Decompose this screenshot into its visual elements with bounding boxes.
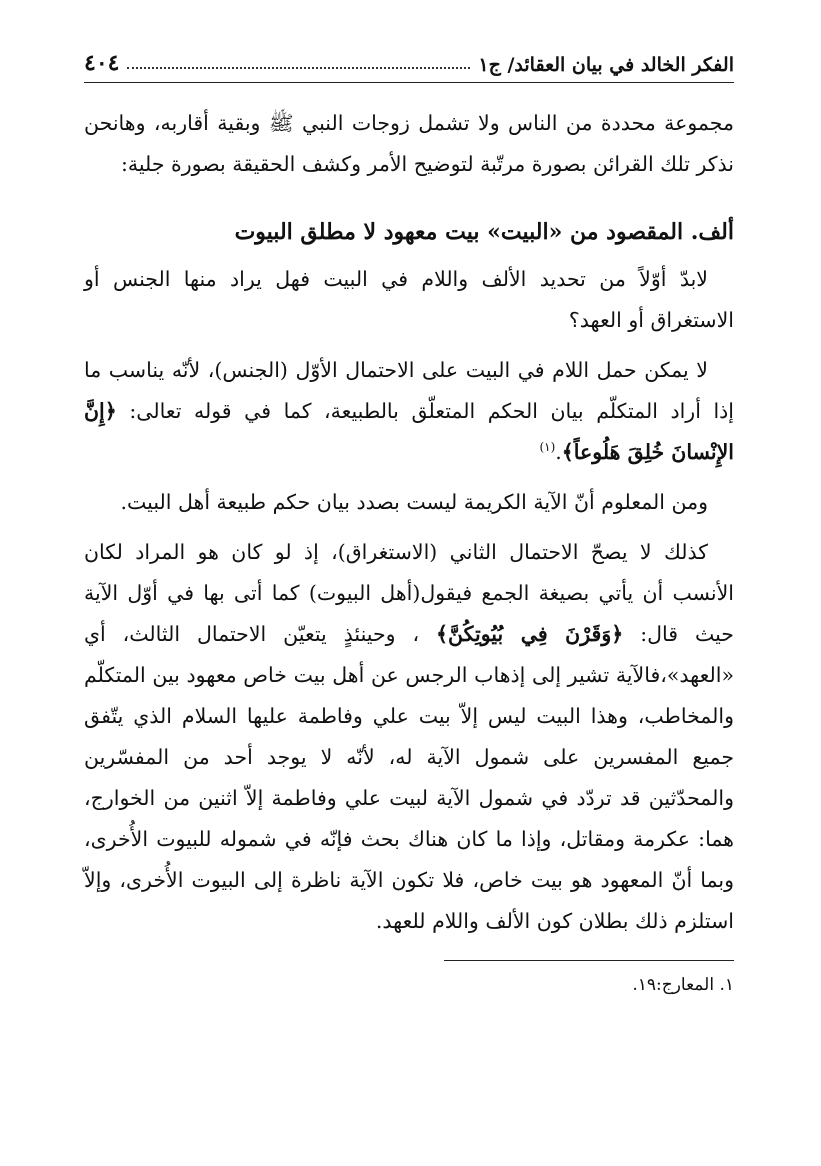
paragraph-5-text: كذلك لا يصحّ الاحتمال الثاني (الاستغراق)، إذ لو كان هو المراد لكان الأنسب أن يأتي بصيغة الجمع فيقول(أهل البيوت) كما أتى بها في أوّل الآية حيث قال: [84, 540, 734, 646]
header-title: الفكر الخالد في بيان العقائد/ ج١ [478, 54, 734, 76]
paragraph-3 [84, 350, 734, 473]
footnote-rule [444, 960, 734, 961]
footnote-ref: (١) [539, 440, 556, 455]
header-dot-leader [127, 67, 470, 69]
paragraph-5-rest: ، وحينئذٍ يتعيّن الاحتمال الثالث، أي «العهد»،فالآية تشير إلى إذهاب الرجس عن أهل بيت خاص معهود بين المتكلّم والمخاطب، وهذا البيت ليس إلاّ بيت علي وفاطمة عليها السلام الذي يتّفق جميع المفسرين على شمول الآية له، لأنّه لا يوجد أحد من المفسّرين والمحدّثين قد تردّد في شمول الآية لبيت علي وفاطمة إلاّ اثنين من الخوارج، هما: عكرمة ومقاتل، وإذا ما كان هناك بحث فإنّه في شموله للبيوت الأُخرى، وبما أنّ المعهود هو بيت خاص، فلا تكون الآية ناظرة إلى البيوت الأُخرى، وإلاّ استلزم ذلك بطلان كون الألف واللام للعهد. [84, 622, 734, 933]
running-header [84, 40, 734, 76]
quran-quote: ﴿وَقَرْنَ فِي بُيُوتِكُنَّ﴾ [436, 622, 624, 646]
paragraph-5 [84, 532, 734, 942]
paragraph-2: لابدّ أوّلاً من تحديد الألف واللام في البيت فهل يراد منها الجنس أو الاستغراق أو العهد؟ [84, 267, 734, 332]
paragraph-4: ومن المعلوم أنّ الآية الكريمة ليست بصدد بيان حكم طبيعة أهل البيت. [120, 490, 708, 514]
quran-quote: ﴿إِنَّ الإِنْسانَ خُلِقَ هَلُوعاً﴾ [84, 399, 734, 464]
page-number: ٤٠٤ [84, 50, 120, 76]
page [84, 40, 734, 995]
footnote: ١. المعارج:١٩. [632, 975, 734, 995]
section-heading: ألف. المقصود من «البيت» بيت معهود لا مطلق البيوت [234, 219, 734, 245]
paragraph-3-text: لا يمكن حمل اللام في البيت على الاحتمال الأوّل (الجنس)، لأنّه يناسب ما إذا أراد المتكلّم بيان الحكم المتعلّق بالطبيعة، كما في قوله تعالى: [84, 358, 734, 423]
body-text [84, 103, 734, 942]
paragraph-1: مجموعة محددة من الناس ولا تشمل زوجات النبي ﷺ وبقية أقاربه، وهانحن نذكر تلك القرائن بصورة مرتّبة لتوضيح الأمر وكشف الحقيقة بصورة جلية: [84, 111, 734, 176]
header-rule [84, 82, 734, 83]
paragraph-3-end: . [555, 440, 562, 464]
